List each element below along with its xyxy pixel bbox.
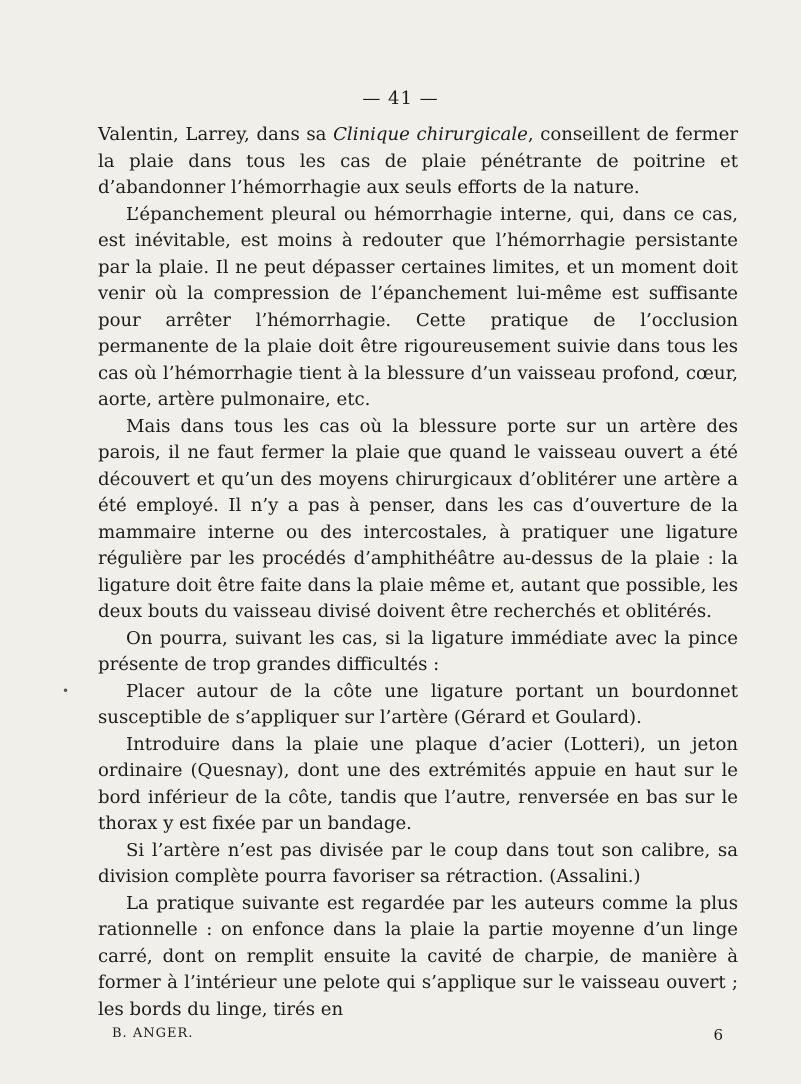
page-number-header: — 41 — — [362, 88, 439, 109]
body-text — [98, 122, 738, 1023]
paragraph-5: Placer autour de la côte une ligature portant un bourdonnet susceptible de s’appliquer sur l’artère (Gérard et Goulard). — [98, 680, 738, 728]
paragraph-1-after: , conseillent de fermer la plaie dans tous les cas de plaie pénétrante de poitrine et d’abandonner l’hémorrhagie aux seuls efforts de la nature. — [98, 124, 738, 198]
signature-number: 6 — [713, 1026, 724, 1044]
signature-author: B. ANGER. — [112, 1026, 194, 1041]
paragraph-8: La pratique suivante est regardée par les auteurs comme la plus rationnelle : on enfonce dans la plaie la partie moyenne d’un linge carré, dont on remplit ensuite la cavité de charpie, de manière à former à l’intérieur une pelote qui s’applique sur le vaisseau ouvert ; les bords du linge, tirés en — [98, 892, 738, 1020]
margin-mark: • — [62, 684, 70, 698]
paragraph-6: Introduire dans la plaie une plaque d’acier (Lotteri), un jeton ordinaire (Quesnay), dont une des extrémités appuie en haut sur le bord inférieur de la côte, tandis que l’autre, renversée en bas sur le thorax y est fixée par un bandage. — [98, 733, 738, 834]
paragraph-4: On pourra, suivant les cas, si la ligature immédiate avec la pince présente de trop grandes difficultés : — [98, 627, 738, 675]
paragraph-7: Si l’artère n’est pas divisée par le coup dans tout son calibre, sa division complète pourra favoriser sa rétraction. (Assalini.) — [98, 839, 738, 887]
book-title: Clinique chirurgicale — [333, 124, 528, 145]
paragraph-2: L’épanchement pleural ou hémorrhagie interne, qui, dans ce cas, est inévitable, est moins à redouter que l’hémorrhagie persistante par la plaie. Il ne peut dépasser certaines limites, et un moment doit venir où la compression de l’épanchement lui-même est suffisante pour arrêter l’hémorrhagie. Cette pratique de l’occlusion permanente de la plaie doit être rigoureusement suivie dans tous les cas où l’hémorrhagie tient à la blessure d’un vaisseau profond, cœur, aorte, artère pulmonaire, etc. — [98, 203, 738, 410]
paragraph-1-before: Valentin, Larrey, dans sa — [98, 124, 334, 145]
paragraph-3: Mais dans tous les cas où la blessure porte sur un artère des parois, il ne faut fermer la plaie que quand le vaisseau ouvert a été découvert et qu’un des moyens chirurgicaux d’oblitérer une artère a été employé. Il n’y a pas à penser, dans les cas d’ouverture de la mammaire interne ou des intercostales, à pratiquer une ligature régulière par les procédés d’amphithéâtre au-dessus de la plaie : la ligature doit être faite dans la plaie même et, autant que possible, les deux bouts du vaisseau divisé doivent être recherchés et oblitérés. — [98, 415, 738, 622]
paragraph-1 — [98, 122, 738, 202]
